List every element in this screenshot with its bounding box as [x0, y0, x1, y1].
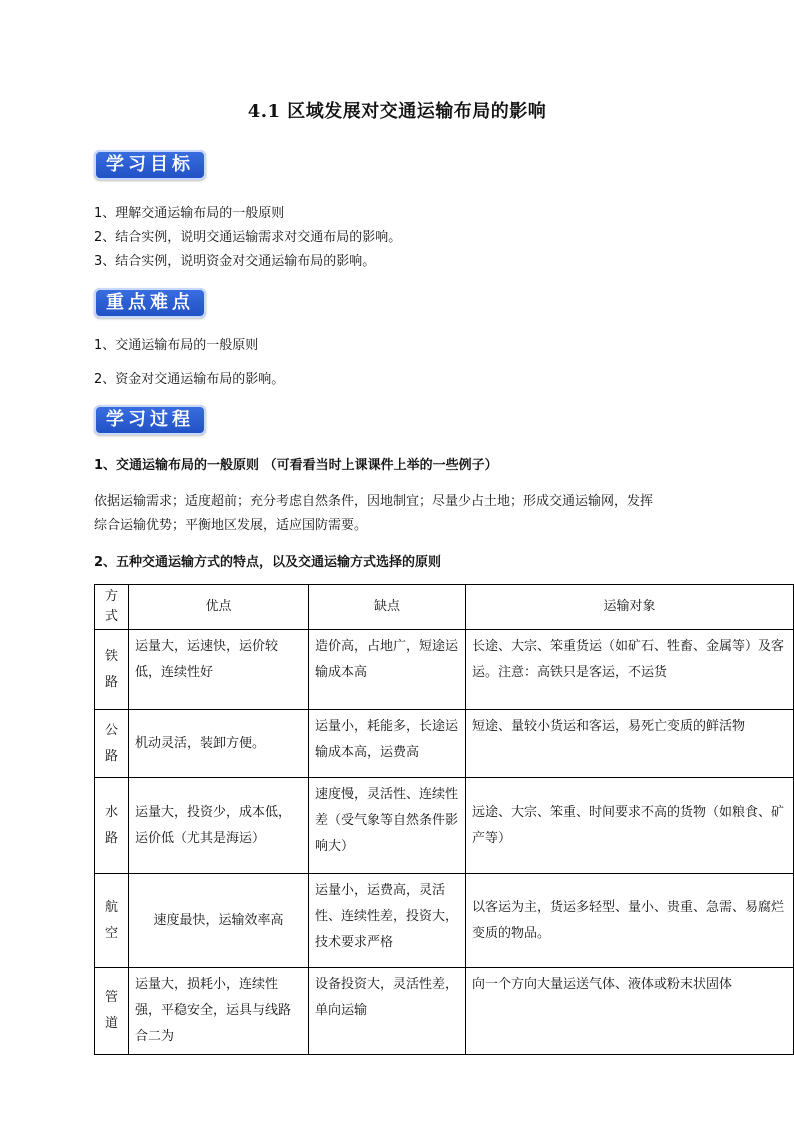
cell-objects: 以客运为主，货运多轻型、量小、贵重、急需、易腐烂变质的物品。 — [466, 874, 794, 968]
transport-modes-table — [94, 584, 794, 1055]
table-row — [95, 968, 794, 1055]
cell-objects: 远途、大宗、笨重、时间要求不高的货物（如粮食、矿产等） — [466, 778, 794, 874]
cell-pros: 运量大，运速快，运价较低，连续性好 — [129, 630, 309, 710]
cell-cons: 运量小，运费高，灵活性、连续性差，投资大，技术要求严格 — [309, 874, 466, 968]
objective-item: 1、理解交通运输布局的一般原则 — [94, 206, 285, 221]
header-cons: 缺点 — [309, 585, 466, 630]
process-badge: 学习过程 — [94, 405, 206, 435]
keypoints-badge: 重点难点 — [94, 288, 206, 318]
cell-pros: 运量大，损耗小，连续性强，平稳安全，运具与线路合二为 — [129, 968, 309, 1055]
objective-item: 3、结合实例，说明资金对交通运输布局的影响。 — [94, 254, 376, 269]
cell-mode: 水路 — [95, 778, 129, 874]
keypoint-item: 1、交通运输布局的一般原则 — [94, 338, 259, 353]
keypoint-item: 2、资金对交通运输布局的影响。 — [94, 372, 285, 387]
cell-mode: 航空 — [95, 874, 129, 968]
cell-mode: 铁路 — [95, 630, 129, 710]
cell-pros: 运量大，投资少，成本低，运价低（尤其是海运） — [129, 778, 309, 874]
header-mode: 方式 — [95, 585, 129, 630]
cell-cons: 造价高，占地广，短途运输成本高 — [309, 630, 466, 710]
cell-mode: 管道 — [95, 968, 129, 1055]
process-heading-2: 2、五种交通运输方式的特点，以及交通运输方式选择的原则 — [94, 555, 442, 570]
table-row — [95, 710, 794, 778]
cell-cons: 速度慢，灵活性、连续性差（受气象等自然条件影响大） — [309, 778, 466, 874]
header-objects: 运输对象 — [466, 585, 794, 630]
cell-objects: 短途、量较小货运和客运，易死亡变质的鲜活物 — [466, 710, 794, 778]
header-pros: 优点 — [129, 585, 309, 630]
cell-mode: 公路 — [95, 710, 129, 778]
table-row — [95, 874, 794, 968]
cell-pros: 机动灵活，装卸方便。 — [129, 710, 309, 778]
cell-pros: 速度最快，运输效率高 — [129, 874, 309, 968]
table-row — [95, 778, 794, 874]
cell-objects: 长途、大宗、笨重货运（如矿石、牲畜、金属等）及客运。注意：高铁只是客运，不运货 — [466, 630, 794, 710]
objectives-badge: 学习目标 — [94, 150, 206, 180]
cell-cons: 设备投资大，灵活性差，单向运输 — [309, 968, 466, 1055]
cell-cons: 运量小，耗能多，长途运输成本高，运费高 — [309, 710, 466, 778]
process-heading-1: 1、交通运输布局的一般原则 （可看看当时上课课件上举的一些例子） — [94, 458, 498, 473]
page-title: 4.1 区域发展对交通运输布局的影响 — [247, 101, 547, 122]
process-paragraph-line: 依据运输需求；适度超前；充分考虑自然条件，因地制宜；尽量少占土地；形成交通运输网，发挥 — [94, 494, 654, 509]
cell-objects: 向一个方向大量运送气体、液体或粉末状固体 — [466, 968, 794, 1055]
process-paragraph-line: 综合运输优势；平衡地区发展，适应国防需要。 — [94, 518, 368, 533]
table-header-row — [95, 585, 794, 630]
objective-item: 2、结合实例，说明交通运输需求对交通布局的影响。 — [94, 230, 402, 245]
table-row — [95, 630, 794, 710]
